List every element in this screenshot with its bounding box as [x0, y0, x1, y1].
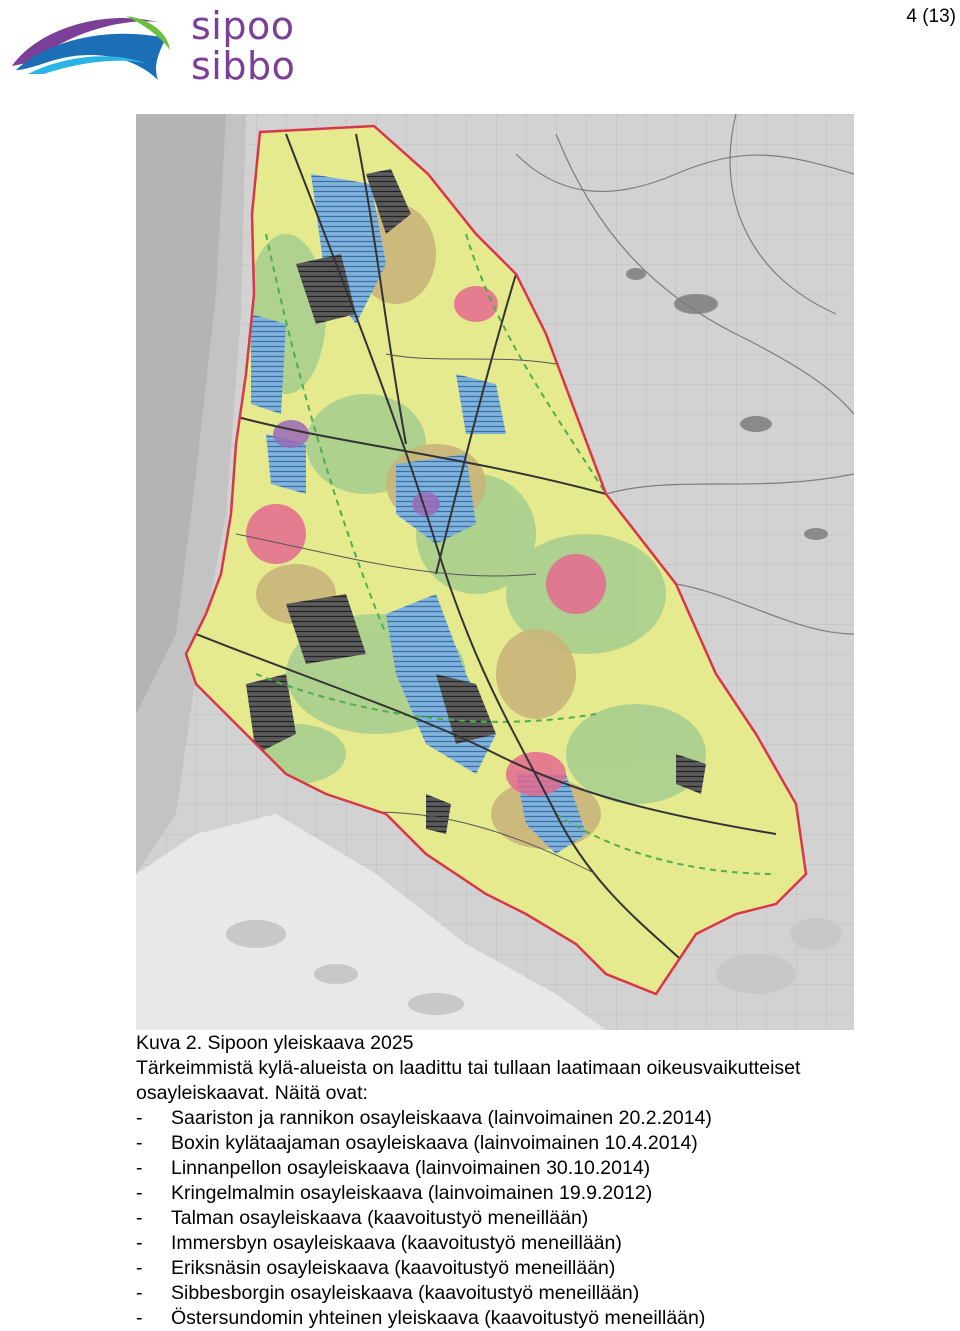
list-bullet: - [136, 1282, 143, 1304]
logo-text-sipoo: sipoo [191, 4, 295, 48]
list-item [136, 1231, 936, 1256]
figure-caption: Kuva 2. Sipoon yleiskaava 2025 [136, 1032, 414, 1054]
list-item [136, 1106, 936, 1131]
sipoo-logo-swoosh-icon [8, 4, 173, 84]
intro-line-2: osayleiskaavat. Näitä ovat: [136, 1082, 368, 1104]
list-bullet: - [136, 1107, 143, 1129]
list-bullet: - [136, 1157, 143, 1179]
plan-list [136, 1106, 936, 1331]
sipoo-logo [8, 4, 298, 88]
list-item-text: Östersundomin yhteinen yleiskaava (kaavoitustyö meneillään) [171, 1307, 706, 1329]
list-item-text: Boxin kylätaajaman osayleiskaava (lainvoimainen 10.4.2014) [171, 1132, 698, 1154]
list-item [136, 1181, 936, 1206]
list-item [136, 1281, 936, 1306]
list-bullet: - [136, 1232, 143, 1254]
list-item-text: Linnanpellon osayleiskaava (lainvoimainen 30.10.2014) [171, 1157, 651, 1179]
intro-line-1: Tärkeimmistä kylä-alueista on laadittu tai tullaan laatimaan oikeusvaikutteiset [136, 1057, 801, 1079]
master-plan-map [136, 114, 854, 1030]
page-number: 4 (13) [906, 6, 956, 27]
list-item-text: Eriksnäsin osayleiskaava (kaavoitustyö meneillään) [171, 1257, 616, 1279]
map-image [136, 114, 854, 1030]
list-item-text: Sibbesborgin osayleiskaava (kaavoitustyö meneillään) [171, 1282, 640, 1304]
list-bullet: - [136, 1257, 143, 1279]
list-item [136, 1131, 936, 1156]
list-bullet: - [136, 1182, 143, 1204]
list-bullet: - [136, 1307, 143, 1329]
list-item-text: Kringelmalmin osayleiskaava (lainvoimainen 19.9.2012) [171, 1182, 653, 1204]
list-item-text: Saariston ja rannikon osayleiskaava (lainvoimainen 20.2.2014) [171, 1107, 712, 1129]
list-item [136, 1306, 936, 1331]
list-item-text: Talman osayleiskaava (kaavoitustyö meneillään) [171, 1207, 589, 1229]
list-bullet: - [136, 1132, 143, 1154]
list-item [136, 1206, 936, 1231]
list-bullet: - [136, 1207, 143, 1229]
logo-text-sibbo: sibbo [191, 44, 296, 88]
list-item-text: Immersbyn osayleiskaava (kaavoitustyö meneillään) [171, 1232, 622, 1254]
body-text [136, 1031, 936, 1331]
list-item [136, 1156, 936, 1181]
list-item [136, 1256, 936, 1281]
